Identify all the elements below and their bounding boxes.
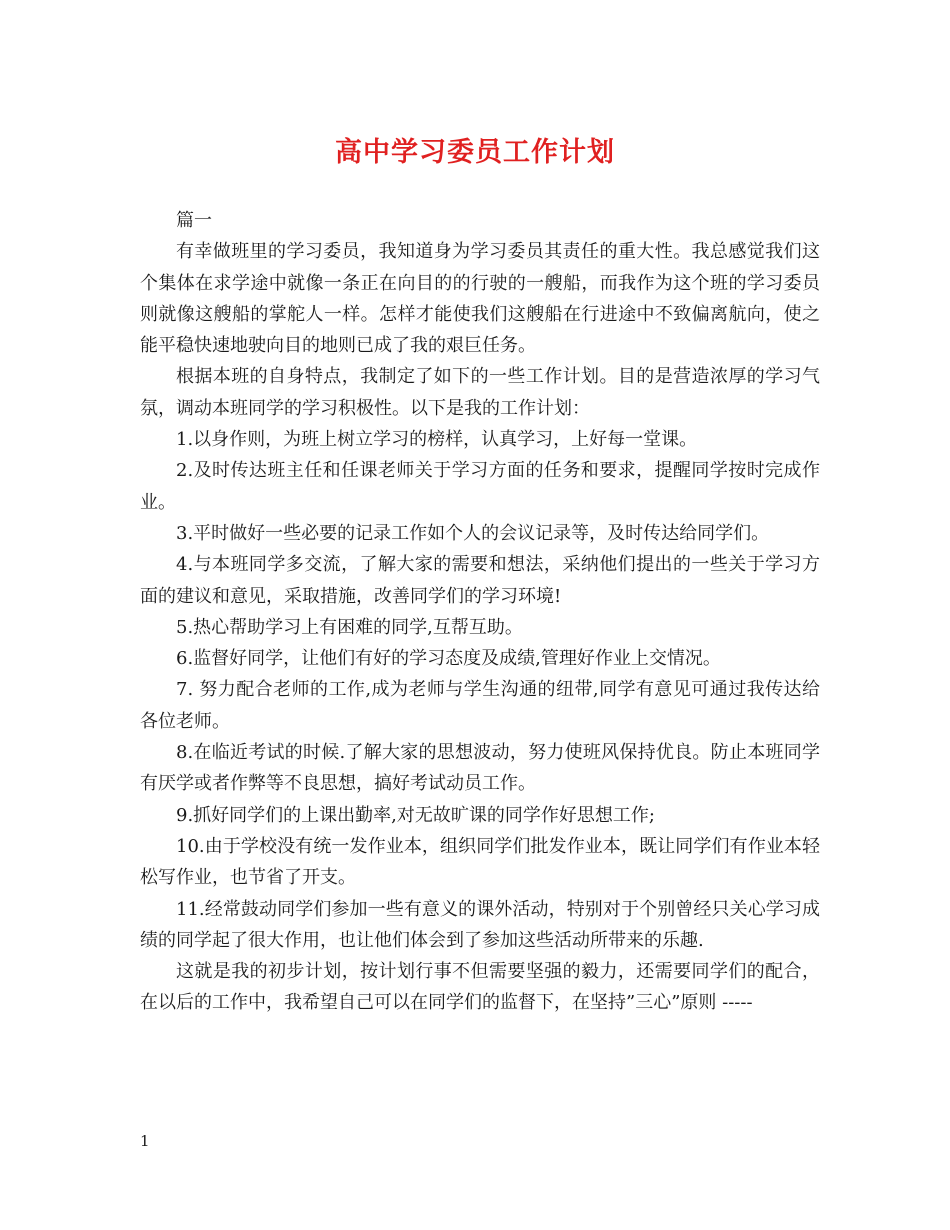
paragraph: 这就是我的初步计划，按计划行事不但需要坚强的毅力，还需要同学们的配合，在以后的工作中，我希望自己可以在同学们的监督下，在坚持”三心”原则 ----- (140, 961, 820, 1014)
list-item: 9.抓好同学们的上课出勤率,对无故旷课的同学作好思想工作; (176, 804, 655, 826)
list-item: 10.由于学校没有统一发作业本，组织同学们批发作业本，既让同学们有作业本轻松写作业，也节省了开支。 (140, 835, 820, 889)
list-item: 4.与本班同学多交流，了解大家的需要和想法，采纳他们提出的一些关于学习方面的建议和意见，采取措施，改善同学们的学习环境! (140, 554, 820, 607)
list-item: 3.平时做好一些必要的记录工作如个人的会议记录等，及时传达给同学们。 (176, 522, 770, 544)
list-item: 11.经常鼓动同学们参加一些有意义的课外活动，特别对于个别曾经只关心学习成绩的同学起了很大作用，也让他们体会到了参加这些活动所带来的乐趣. (140, 898, 820, 951)
list-item: 1.以身作则，为班上树立学习的榜样，认真学习，上好每一堂课。 (176, 429, 698, 451)
page-number: 1 (140, 1132, 150, 1150)
paragraph: 有幸做班里的学习委员，我知道身为学习委员其责任的重大性。我总感觉我们这个集体在求学途中就像一条正在向目的的行驶的一艘船，而我作为这个班的学习委员则就像这艘船的掌舵人一样。怎样才能使我们这艘船在行进途中不致偏离航向，使之能平稳快速地驶向目的地则已成了我的艰巨任务。 (140, 241, 820, 357)
list-item: 6.监督好同学，让他们有好的学习态度及成绩,管理好作业上交情况。 (176, 648, 721, 670)
paragraph: 篇一 (176, 210, 212, 231)
list-item: 5.热心帮助学习上有困难的同学,互帮互助。 (176, 616, 523, 638)
list-item: 8.在临近考试的时候.了解大家的思想波动，努力使班风保持优良。防止本班同学有厌学或者作弊等不良思想，搞好考试动员工作。 (140, 742, 820, 795)
list-item: 2.及时传达班主任和任课老师关于学习方面的任务和要求，提醒同学按时完成作业。 (140, 460, 820, 513)
paragraph: 根据本班的自身特点，我制定了如下的一些工作计划。目的是营造浓厚的学习气氛，调动本班同学的学习积极性。以下是我的工作计划： (140, 366, 820, 419)
document-title: 高中学习委员工作计划 (335, 137, 615, 168)
list-item: 7. 努力配合老师的工作,成为老师与学生沟通的纽带,同学有意见可通过我传达给各位老师。 (140, 679, 820, 732)
document-body (140, 205, 820, 1019)
